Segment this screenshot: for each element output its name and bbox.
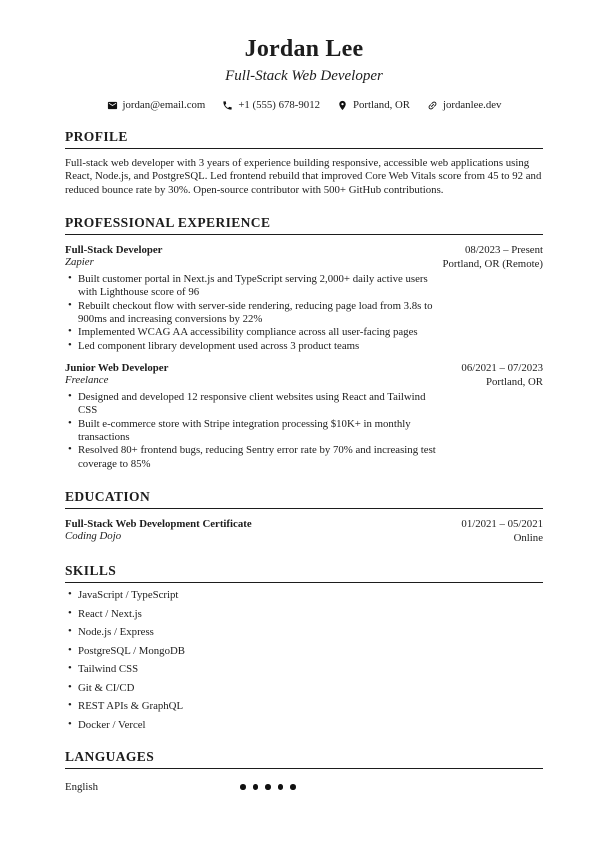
job-entry-right [443, 244, 543, 271]
experience-heading: PROFESSIONAL EXPERIENCE [65, 215, 543, 235]
job-entry [65, 244, 543, 353]
profile-heading: PROFILE [65, 129, 543, 149]
skill-item: • REST APIs & GraphQL [65, 700, 543, 712]
section-languages [65, 749, 543, 793]
job-bullet: • Led component library development used across 3 product teams [65, 340, 437, 353]
job-bullet: • Built customer portal in Next.js and TypeScript serving 2,000+ daily active users with Lighthouse score of 96 [65, 273, 437, 300]
contact-row [65, 99, 543, 111]
resume-header [65, 36, 543, 111]
language-level-dot [240, 784, 246, 790]
job-bullet: • Designed and developed 12 responsive client websites using React and Tailwind CSS [65, 391, 437, 418]
education-school: Coding Dojo [65, 530, 122, 543]
language-level-dot [253, 784, 259, 790]
job-title: Junior Web Developer [65, 362, 169, 375]
job-bullet-list [65, 273, 437, 353]
contact-email [107, 99, 206, 111]
education-heading: EDUCATION [65, 489, 543, 509]
section-experience [65, 215, 543, 471]
contact-location-text: Portland, OR [353, 99, 410, 111]
person-job-title: Full-Stack Web Developer [225, 68, 383, 84]
education-title: Full-Stack Web Development Certificate [65, 518, 252, 531]
education-entry-right [461, 518, 543, 545]
phone-icon [222, 100, 233, 111]
skills-heading: SKILLS [65, 563, 543, 583]
language-level-dot [290, 784, 296, 790]
job-entry-left [65, 362, 168, 386]
contact-phone [222, 99, 320, 111]
contact-website-text: jordanlee.dev [442, 99, 502, 111]
job-dates: 06/2021 – 07/2023 [461, 362, 543, 375]
job-bullet: • Resolved 80+ frontend bugs, reducing Sentry error rate by 70% and increasing test coverage to 85% [65, 444, 437, 471]
job-dates: 08/2023 – Present [465, 244, 543, 257]
job-location: Portland, OR [486, 375, 543, 388]
job-bullet: • Built e-commerce store with Stripe integration processing $10K+ in monthly transactions [65, 418, 437, 445]
location-icon [337, 100, 348, 111]
language-row [65, 781, 543, 793]
job-bullet: • Rebuilt checkout flow with server-side rendering, reducing page load from 3.8s to 900ms and increasing conversions by 22% [65, 300, 437, 327]
education-entry-left [65, 518, 252, 542]
languages-heading: LANGUAGES [65, 749, 543, 769]
job-bullet-list [65, 391, 437, 471]
language-level-dot [265, 784, 271, 790]
contact-phone-text: +1 (555) 678-9012 [238, 99, 320, 111]
skills-list [65, 589, 543, 731]
language-level-dot [278, 784, 284, 790]
education-dates: 01/2021 – 05/2021 [461, 518, 543, 531]
link-icon [427, 100, 438, 111]
education-entry-header [65, 518, 543, 545]
email-icon [107, 100, 118, 111]
contact-website [427, 99, 501, 111]
job-company: Zapier [65, 256, 94, 269]
section-education [65, 489, 543, 545]
skill-item: • Git & CI/CD [65, 682, 543, 694]
job-entry-header [65, 362, 543, 389]
education-entry [65, 518, 543, 545]
section-profile [65, 129, 543, 197]
skill-item: • PostgreSQL / MongoDB [65, 645, 543, 657]
skill-item: • React / Next.js [65, 608, 543, 620]
skill-item: • Node.js / Express [65, 626, 543, 638]
job-entry-left [65, 244, 162, 268]
job-entry-header [65, 244, 543, 271]
job-title: Full-Stack Developer [65, 244, 163, 257]
language-name: English [65, 780, 98, 793]
job-entry-right [461, 362, 543, 389]
contact-location [337, 99, 410, 111]
education-location: Online [513, 531, 543, 544]
skill-item: • Docker / Vercel [65, 719, 543, 731]
job-bullet: • Implemented WCAG AA accessibility compliance across all user-facing pages [65, 326, 437, 339]
person-name: Jordan Lee [244, 36, 364, 62]
skill-item: • Tailwind CSS [65, 663, 543, 675]
language-level-dots [240, 784, 296, 790]
skill-item: • JavaScript / TypeScript [65, 589, 543, 601]
contact-email-text: jordan@email.com [122, 99, 206, 111]
job-company: Freelance [65, 374, 109, 387]
profile-text: Full-stack web developer with 3 years of experience building responsive, accessible web applications using React, Node.js, and PostgreSQL. Led frontend rebuild that improved Core Web Vitals score from 45 to 92 and reduced bounce rate by 30%. Open-source contributor with 500+ GitHub contributions. [65, 157, 542, 196]
job-entry [65, 362, 543, 471]
job-location: Portland, OR (Remote) [442, 257, 543, 270]
section-skills [65, 563, 543, 731]
